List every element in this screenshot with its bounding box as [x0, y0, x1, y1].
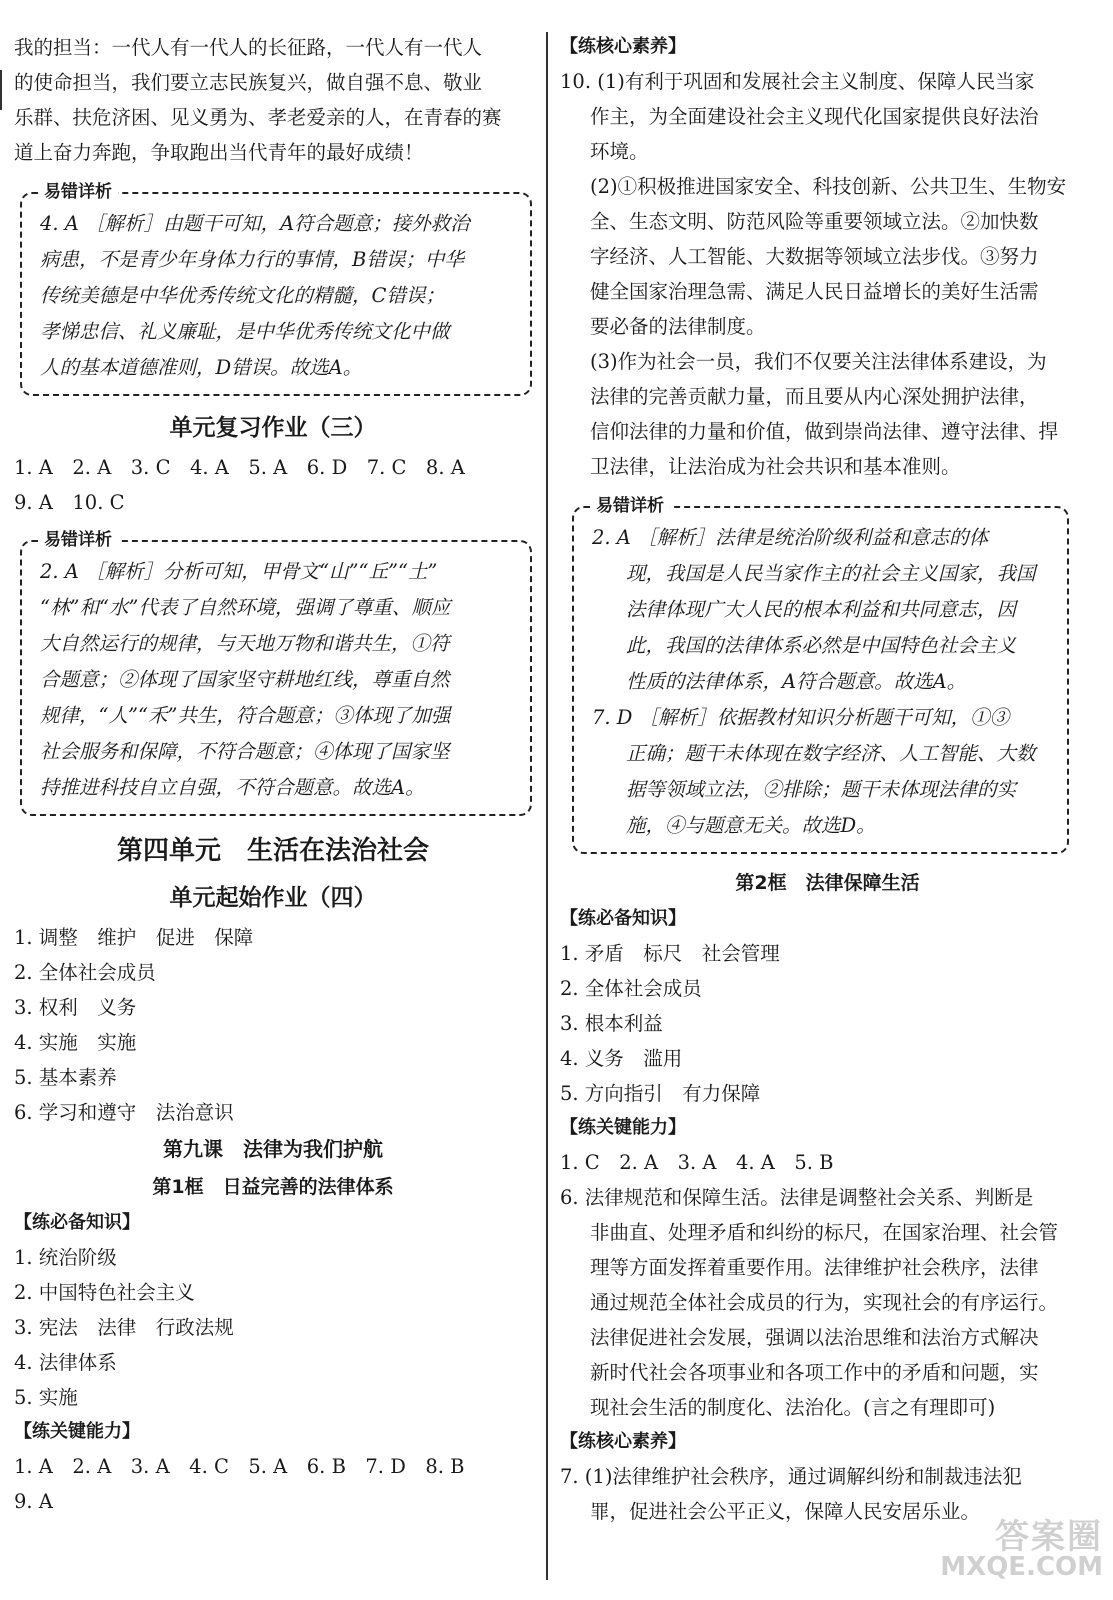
- text-line: 10. (1)有利于巩固和发展社会主义制度、保障人民当家: [560, 70, 1035, 93]
- section-tag: 【练关键能力】: [560, 1117, 686, 1138]
- answer-line: 9. A: [14, 1490, 53, 1513]
- answer-line: 4. 法律体系: [14, 1351, 117, 1374]
- text-line: 罪，促进社会公平正义，保障人民安居乐业。: [590, 1500, 981, 1523]
- question-6: [560, 1180, 1095, 1425]
- right-column: [560, 30, 1095, 1529]
- answer-line: 3. 宪法 法律 行政法规: [14, 1316, 234, 1339]
- box-line: 人的基本道德准则，D错误。故选A。: [40, 356, 363, 379]
- box-line: 2. A ［解析］法律是统治阶级利益和意志的体: [592, 526, 989, 549]
- box-line: 病患，不是青少年身体力行的事情，B错误；中华: [40, 248, 464, 271]
- section-tag: 【练必备知识】: [14, 1212, 140, 1233]
- text-line: 环境。: [590, 140, 649, 163]
- watermark-url: MXQE.COM: [940, 1552, 1103, 1582]
- answer-line: 5. 基本素养: [14, 1066, 117, 1089]
- box-line: 规律，“人”“禾”共生，符合题意；③体现了加强: [40, 704, 451, 727]
- answer-line: 1. A 2. A 3. A 4. C 5. A 6. B 7. D 8. B: [14, 1455, 465, 1478]
- left-column: [14, 30, 532, 1519]
- answer-line: 3. 根本利益: [560, 1012, 663, 1035]
- answer-line: 2. 全体社会成员: [560, 977, 702, 1000]
- answer-line: 1. 矛盾 标尺 社会管理: [560, 942, 780, 965]
- box-line: 4. A ［解析］由题干可知，A符合题意；接外救治: [40, 212, 470, 235]
- text-line: 理等方面发挥着重要作用。法律维护社会秩序，法律: [590, 1256, 1039, 1279]
- text-line: 新时代社会各项事业和各项工作中的矛盾和问题，实: [590, 1361, 1039, 1384]
- text-line: 7. (1)法律维护社会秩序，通过调解纠纷和制裁违法犯: [560, 1465, 1022, 1488]
- watermark-logo: [933, 1517, 1103, 1592]
- box-title: 易错详析: [38, 179, 118, 205]
- text-line: 作主，为全面建设社会主义现代化国家提供良好法治: [590, 105, 1039, 128]
- text-line: 要必备的法律制度。: [590, 315, 766, 338]
- error-analysis-box: [572, 496, 1069, 854]
- box-line: 7. D ［解析］依据教材知识分析题干可知，①③: [592, 706, 1010, 729]
- lesson-heading: 第九课 法律为我们护航: [163, 1137, 383, 1161]
- text-line: 我的担当：一代人有一代人的长征路，一代人有一代人: [14, 36, 483, 59]
- section-tag: 【练关键能力】: [14, 1421, 140, 1442]
- text-line: 的使命担当，我们要立志民族复兴，做自强不息、敬业: [14, 71, 483, 94]
- frame-heading: 第2框 法律保障生活: [735, 872, 920, 894]
- text-line: 通过规范全体社会成员的行为，实现社会的有序运行。: [590, 1291, 1059, 1314]
- page-edge-mark: [0, 70, 8, 110]
- text-line: 全、生态文明、防范风险等重要领域立法。②加快数: [590, 210, 1039, 233]
- answer-line: 1. 统治阶级: [14, 1246, 117, 1269]
- box-line: 法律体现广大人民的根本利益和共同意志，因: [626, 598, 1017, 621]
- box-line: 性质的法律体系，A符合题意。故选A。: [626, 670, 967, 693]
- answer-line: 2. 中国特色社会主义: [14, 1281, 195, 1304]
- box-line: 社会服务和保障，不符合题意；④体现了国家坚: [40, 740, 450, 763]
- section-heading: 单元起始作业（四）: [169, 885, 377, 911]
- text-line: 信仰法律的力量和价值，做到崇尚法律、遵守法律、捍: [590, 420, 1059, 443]
- answer-line: 1. 调整 维护 促进 保障: [14, 926, 254, 949]
- box-line: 传统美德是中华优秀传统文化的精髓，C错误；: [40, 284, 445, 307]
- box-line: 2. A ［解析］分析可知，甲骨文“山”“丘”“土”: [40, 560, 438, 583]
- text-line: 乐群、扶危济困、见义勇为、孝老爱亲的人，在青春的赛: [14, 106, 502, 129]
- text-line: 6. 法律规范和保障生活。法律是调整社会关系、判断是: [560, 1186, 1034, 1209]
- section-heading: 单元复习作业（三）: [169, 415, 377, 441]
- text-line: 道上奋力奔跑，争取跑出当代青年的最好成绩！: [14, 141, 424, 164]
- answer-line: 4. 实施 实施: [14, 1031, 137, 1054]
- section-tag: 【练核心素养】: [560, 36, 686, 57]
- box-line: 持推进科技自立自强，不符合题意。故选A。: [40, 776, 425, 799]
- box-line: 合题意；②体现了国家坚守耕地红线，尊重自然: [40, 668, 450, 691]
- box-line: 大自然运行的规律，与天地万物和谐共生，①符: [40, 632, 450, 655]
- section-tag: 【练核心素养】: [560, 1431, 686, 1452]
- answer-line: 6. 学习和遵守 法治意识: [14, 1101, 234, 1124]
- box-line: 据等领域立法，②排除；题干未体现法律的实: [626, 778, 1017, 801]
- text-line: 卫法律，让法治成为社会共识和基本准则。: [590, 455, 961, 478]
- text-line: (3)作为社会一员，我们不仅要关注法律体系建设，为: [590, 350, 1047, 373]
- section-tag: 【练必备知识】: [560, 908, 686, 929]
- answer-line: 9. A 10. C: [14, 491, 125, 514]
- text-line: 非曲直、处理矛盾和纠纷的标尺，在国家治理、社会管: [590, 1221, 1059, 1244]
- answer-line: 1. A 2. A 3. C 4. A 5. A 6. D 7. C 8. A: [14, 456, 465, 479]
- box-line: 现，我国是人民当家作主的社会主义国家，我国: [626, 562, 1036, 585]
- text-line: 法律促进社会发展，强调以法治思维和法治方式解决: [590, 1326, 1039, 1349]
- error-analysis-box: [20, 182, 532, 396]
- box-title: 易错详析: [590, 493, 670, 519]
- box-line: 正确；题干未体现在数字经济、人工智能、大数: [626, 742, 1036, 765]
- answer-line: 5. 方向指引 有力保障: [560, 1082, 761, 1105]
- box-line: 孝悌忠信、礼义廉耻，是中华优秀传统文化中做: [40, 320, 450, 343]
- frame-heading: 第1框 日益完善的法律体系: [152, 1176, 394, 1198]
- box-line: 此，我国的法律体系必然是中国特色社会主义: [626, 634, 1017, 657]
- unit-heading: 第四单元 生活在法治社会: [116, 836, 429, 866]
- box-line: “林”和“水”代表了自然环境，强调了尊重、顺应: [40, 596, 451, 619]
- answer-line: 3. 权利 义务: [14, 996, 137, 1019]
- answer-line: 5. 实施: [14, 1386, 78, 1409]
- text-line: 现社会生活的制度化、法治化。(言之有理即可): [590, 1396, 996, 1419]
- answer-line: 1. C 2. A 3. A 4. A 5. B: [560, 1151, 834, 1174]
- question-10: [560, 64, 1095, 484]
- text-line: 法律的完善贡献力量，而且要从内心深处拥护法律，: [590, 385, 1039, 408]
- text-line: 字经济、人工智能、大数据等领域立法步伐。③努力: [590, 245, 1039, 268]
- box-line: 施，④与题意无关。故选D。: [626, 814, 876, 837]
- box-title: 易错详析: [38, 527, 118, 553]
- column-divider: [546, 32, 548, 1580]
- answer-line: 4. 义务 滥用: [560, 1047, 683, 1070]
- text-line: (2)①积极推进国家安全、科技创新、公共卫生、生物安: [590, 175, 1067, 198]
- intro-paragraph: [14, 30, 532, 170]
- watermark-logo-text: 答案圈: [995, 1517, 1103, 1557]
- error-analysis-box: [20, 530, 532, 816]
- text-line: 健全国家治理急需、满足人民日益增长的美好生活需: [590, 280, 1039, 303]
- answer-line: 2. 全体社会成员: [14, 961, 156, 984]
